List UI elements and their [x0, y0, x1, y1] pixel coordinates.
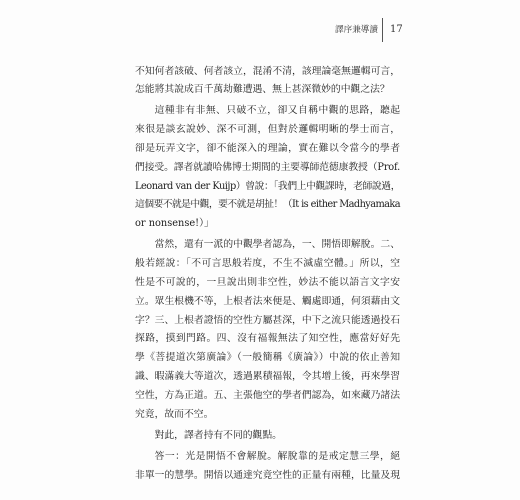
text-line: or nonsense!）」	[135, 218, 214, 230]
text-line: 探路，摸到門路。四、沒有福報無法了知空性，應當好好先	[135, 333, 400, 345]
paragraph-4	[135, 427, 400, 446]
text-line: 學《菩提道次第廣論》（一般簡稱《廣論》）中說的依止善知	[135, 352, 400, 364]
header-divider	[382, 18, 383, 42]
body-text	[135, 63, 400, 486]
text-line: 這種非有非無、只破不立，卻又自稱中觀的思路，聽起	[154, 105, 400, 117]
text-line: 空性，方為正道。五、主張他空的學者們認為，如來藏乃諸法	[135, 389, 400, 401]
text-line: 這個要不就是中觀，要不就是胡扯！（It is either Madhyamaka	[135, 199, 400, 211]
text-line: 識、暇滿義大等道次，透過累積福報，令其增上後，再來學習	[135, 370, 400, 382]
paragraph-5	[135, 448, 400, 486]
text-line: Leonard van der Kuijp）曾說：「我們上中觀課時，老師說過，	[135, 180, 400, 192]
text-line: 卻是玩弄文字，卻不能深入的理論，實在難以令當今的學者	[135, 143, 400, 155]
text-line: 字？三、上根者證悟的空性方屬甚深，中下之流只能透過投石	[135, 314, 400, 326]
paragraph-1	[135, 63, 400, 101]
paragraph-3	[135, 236, 400, 424]
text-line: 們接受。譯者就讀哈佛博士期間的主要導師范德康教授（Prof.	[135, 161, 400, 173]
text-line: 答一：光是開悟不會解脫。解脫靠的是戒定慧三學，絕	[154, 450, 400, 462]
paragraph-2	[135, 102, 400, 234]
page-number: 17	[390, 24, 403, 35]
text-line: 不知何者該破、何者該立，混淆不清，該理論毫無邏輯可言，	[135, 65, 400, 77]
text-line: 性是不可說的，一旦說出則非空性，妙法不能以語言文字安	[135, 276, 400, 288]
text-line: 怎能將其說成百千萬劫難遭遇、無上甚深微妙的中觀之法？	[135, 84, 390, 96]
text-line: 究竟，故而不空。	[135, 408, 214, 420]
text-line: 當然，還有一派的中觀學者認為，一、開悟即解脫。二、	[154, 239, 400, 251]
running-header	[0, 0, 520, 50]
text-line: 來很是談玄說妙、深不可測，但對於邏輯明晰的學士而言，	[135, 124, 400, 136]
text-line: 立。眾生根機不等，上根者法來便是、觸處即通，何須藉由文	[135, 295, 400, 307]
text-line: 對此，譯者持有不同的觀點。	[154, 429, 282, 441]
text-line: 般若經說：「不可言思般若度，不生不滅虛空體。」所以，空	[135, 258, 400, 270]
text-line: 非單一的慧學。開悟以通達究竟空性的正量有兩種，比量及現	[135, 469, 400, 481]
section-title: 譯序兼導讀	[335, 25, 378, 35]
